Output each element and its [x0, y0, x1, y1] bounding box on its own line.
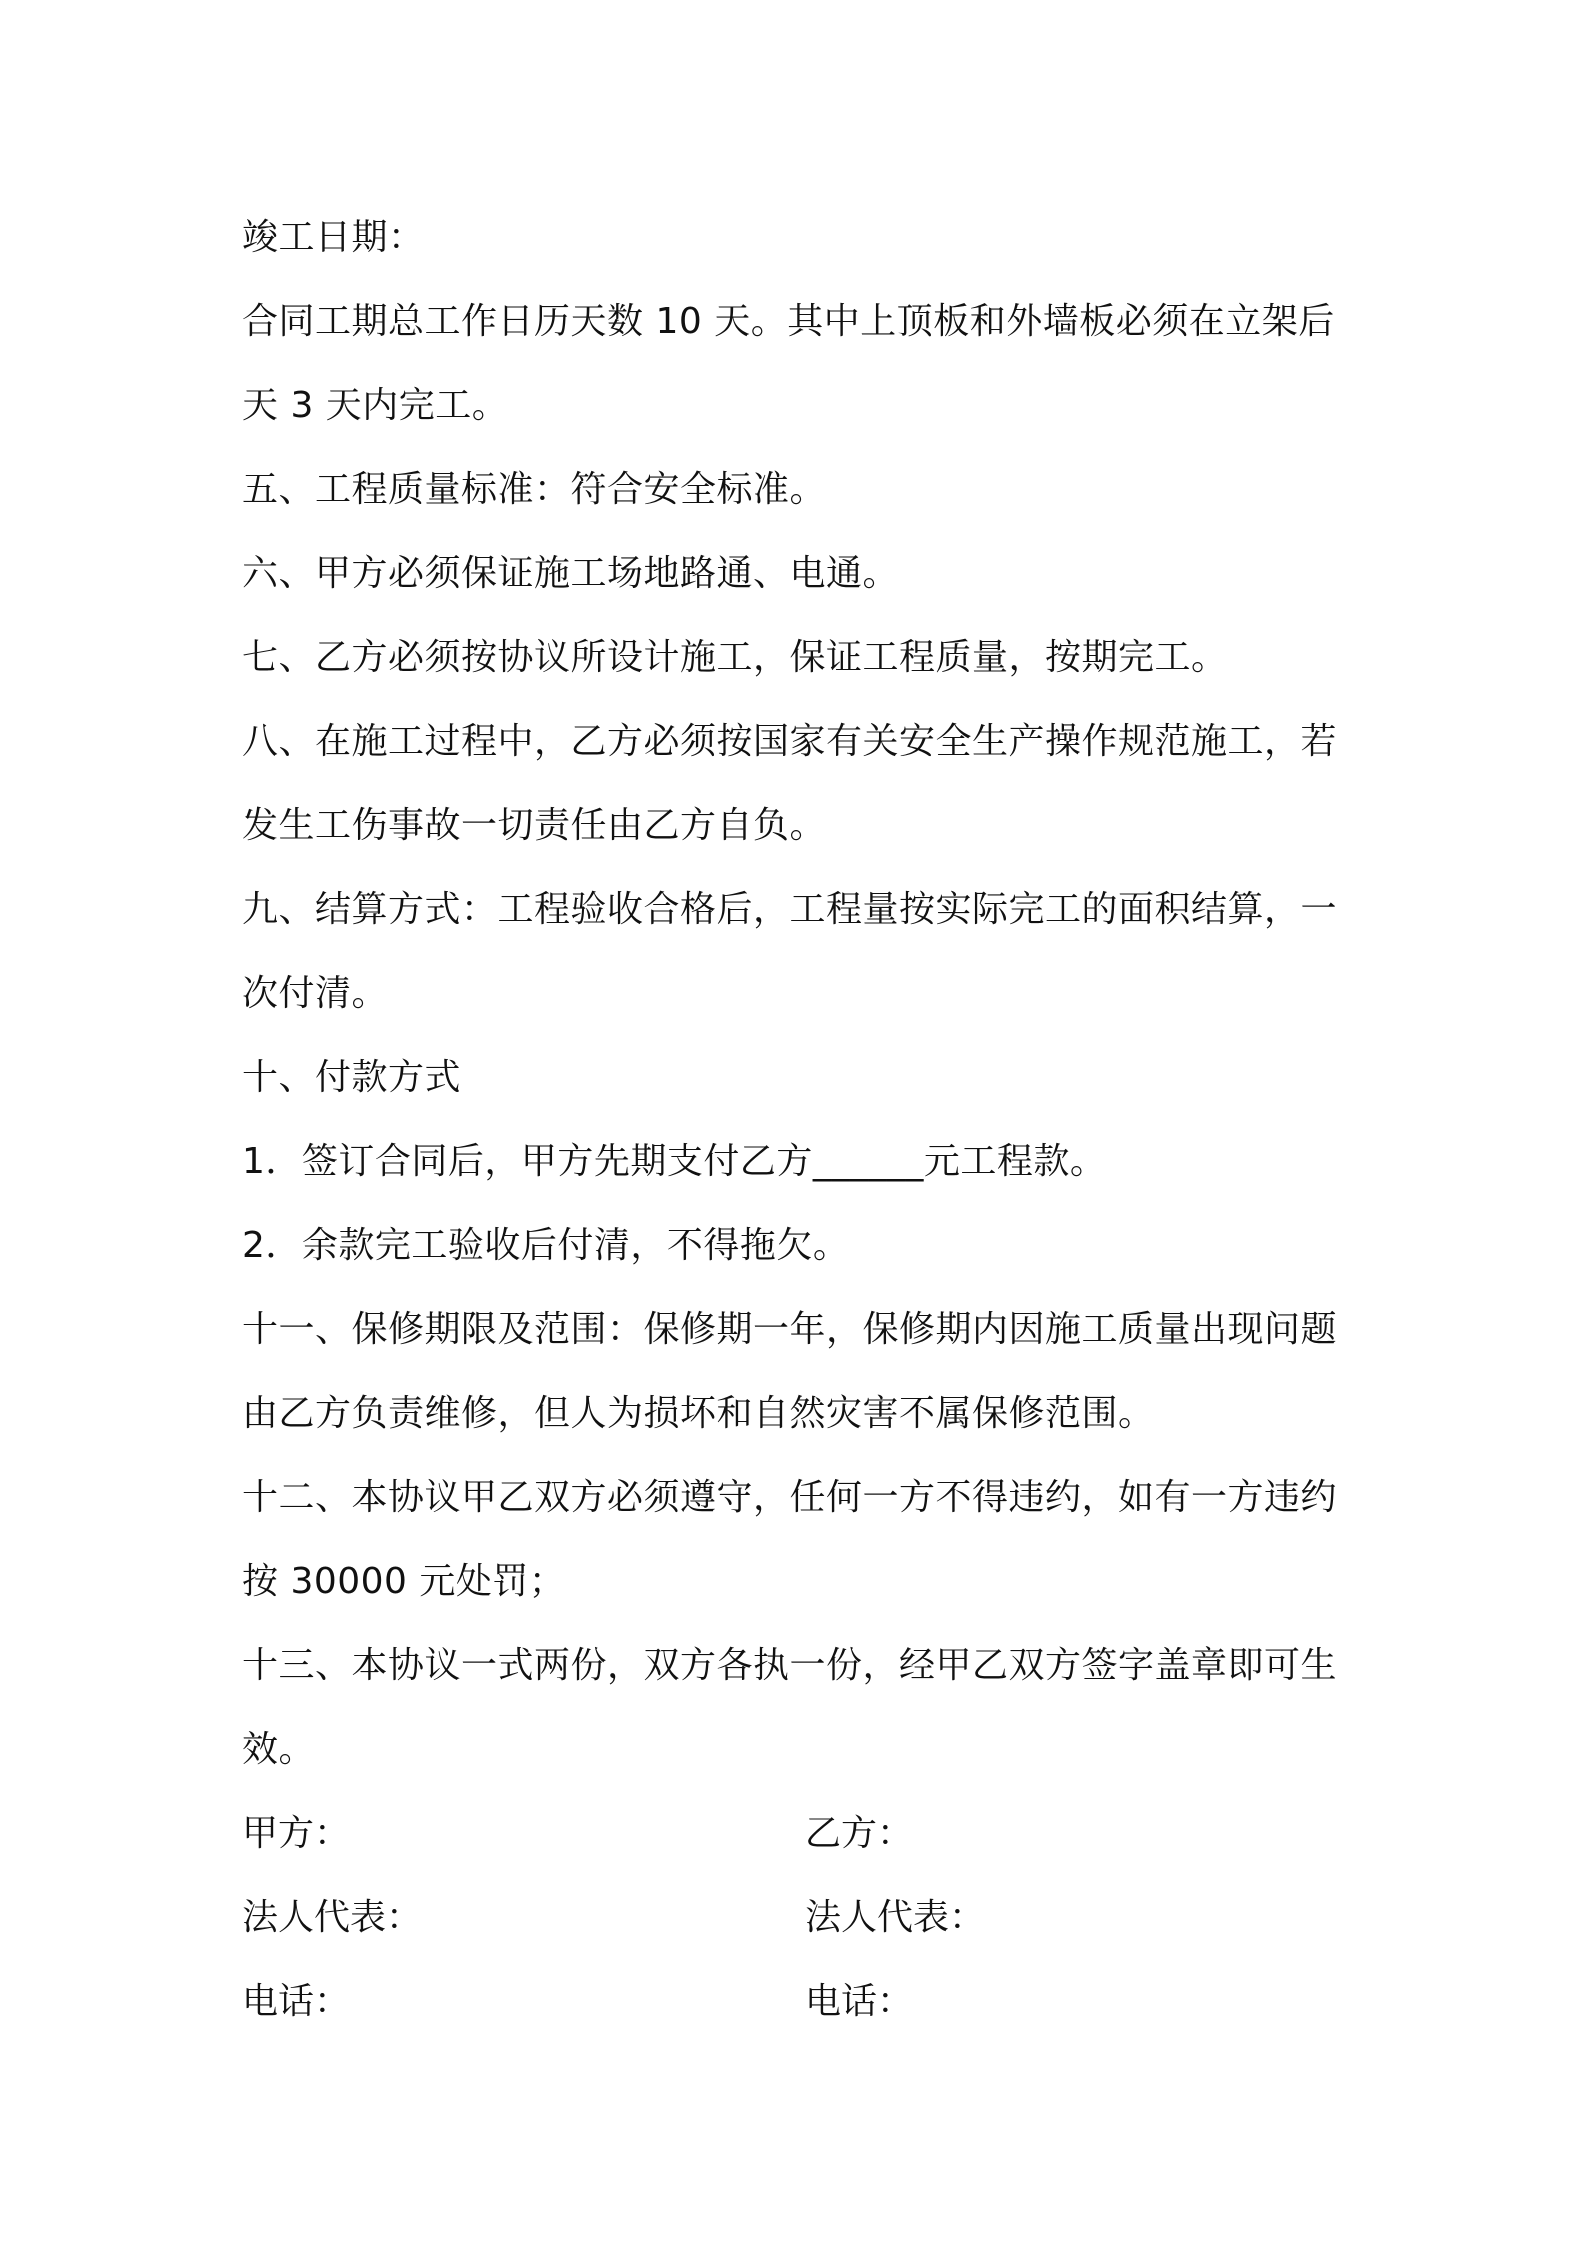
clause-11-warranty-cont: 由乙方负责维修，但人为损坏和自然灾害不属保修范围。: [242, 1393, 1155, 1434]
clause-8-safety-cont: 发生工伤事故一切责任由乙方自负。: [242, 805, 827, 846]
clause-9-settlement: 九、结算方式：工程验收合格后，工程量按实际完工的面积结算，一: [242, 889, 1338, 930]
clause-13-copies: 十三、本协议一式两份，双方各执一份，经甲乙双方签字盖章即可生: [242, 1645, 1338, 1686]
clause-6-site-access: 六、甲方必须保证施工场地路通、电通。: [242, 553, 900, 594]
party-b-phone-label: 电话：: [805, 1981, 914, 2022]
clause-5-quality-standard: 五、工程质量标准：符合安全标准。: [242, 469, 827, 510]
contract-period-line-cont: 天 3 天内完工。: [242, 385, 509, 426]
clause-7-construction: 七、乙方必须按协议所设计施工，保证工程质量，按期完工。: [242, 637, 1228, 678]
completion-date-line: 竣工日期：: [242, 217, 425, 258]
clause-10-payment-heading: 十、付款方式: [242, 1057, 462, 1098]
signature-row-phone: [242, 1960, 1362, 2044]
clause-11-warranty: 十一、保修期限及范围：保修期一年，保修期内因施工质量出现问题: [242, 1309, 1338, 1350]
party-a-phone-label: 电话：: [242, 1981, 351, 2022]
party-a-representative-label: 法人代表：: [242, 1897, 423, 1938]
party-a-label: 甲方：: [242, 1813, 351, 1854]
payment-item-2: 2．余款完工验收后付清，不得拖欠。: [242, 1225, 850, 1266]
clause-13-copies-cont: 效。: [242, 1729, 316, 1770]
clause-12-breach: 十二、本协议甲乙双方必须遵守，任何一方不得违约，如有一方违约: [242, 1477, 1338, 1518]
clause-12-breach-cont: 按 30000 元处罚；: [242, 1561, 566, 1602]
party-b-label: 乙方：: [805, 1813, 914, 1854]
signature-row-representative: [242, 1876, 1362, 1960]
clause-9-settlement-cont: 次付清。: [242, 973, 389, 1014]
party-b-representative-label: 法人代表：: [805, 1897, 986, 1938]
document-body: [242, 196, 1362, 2044]
contract-period-line: 合同工期总工作日历天数 10 天。其中上顶板和外墙板必须在立架后: [242, 301, 1335, 342]
signature-row-party: [242, 1792, 1362, 1876]
clause-8-safety: 八、在施工过程中，乙方必须按国家有关安全生产操作规范施工，若: [242, 721, 1338, 762]
payment-item-1: 1．签订合同后，甲方先期支付乙方______元工程款。: [242, 1141, 1107, 1182]
